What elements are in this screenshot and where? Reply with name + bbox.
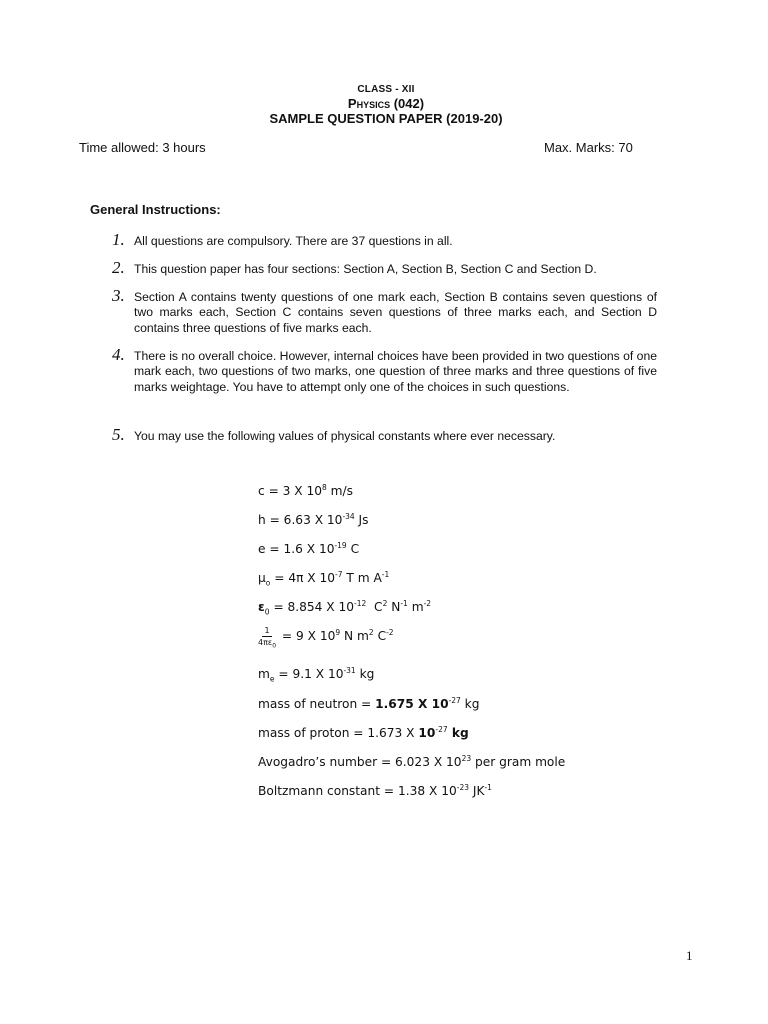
constant-permittivity: $\varepsilon_0 = 8.854$ X $10^{-12}$ $C^2$ $N^{-1}$ $m^{-2}$ (258, 598, 432, 617)
subject-title (0, 96, 768, 111)
constant-neutron-mass: mass of neutron = 1.675 X $10^{-27}$ kg (258, 695, 480, 711)
class-label: CLASS - XII (357, 84, 415, 95)
instruction-number: 1. (112, 230, 125, 249)
instruction-text: You may use the following values of physical constants where ever necessary. (134, 429, 556, 443)
coulomb-fraction: $\frac{1}{4\pi\varepsilon_0}$ (258, 626, 277, 650)
page-number: 1 (686, 948, 693, 963)
constant-boltzmann: Boltzmann constant = 1.38 X $10^{-23}$ $JK^{-1}$ (258, 782, 492, 798)
constant-proton-mass: mass of proton = 1.673 X $10^{-27}$ kg (258, 724, 469, 740)
constant-avogadro: Avogadro’s number = 6.023 X $10^{23}$ per gram mole (258, 753, 566, 769)
paper-title: SAMPLE QUESTION PAPER (2019-20) (269, 111, 503, 126)
instruction-text: Section A contains twenty questions of one mark each, Section B contains seven questions of two marks each, Section C contains seven questions of three marks each, and Section D contains three questions of five marks each. (134, 290, 657, 335)
time-allowed: Time allowed: 3 hours (79, 140, 206, 155)
instruction-text: All questions are compulsory. There are 37 questions in all. (134, 234, 453, 248)
instruction-text: There is no overall choice. However, internal choices have been provided in two questions of one mark each, two questions of two marks, one question of three marks and three questions of five marks weightage. You have to attempt only one of the choices in such questions. (134, 349, 658, 394)
constant-electron-charge: e = 1.6 X $10^{-19}$ C (258, 540, 360, 556)
max-marks: Max. Marks: 70 (544, 140, 633, 155)
instruction-number: 5. (112, 425, 125, 444)
instruction-number: 2. (112, 258, 125, 277)
instruction-number: 4. (112, 345, 125, 364)
constant-coulomb: $\frac{1}{4\pi\varepsilon_0}$ = 9 X $10^9$ N $m^2$ $C^{-2}$ (258, 626, 394, 650)
subject-name: Physics (347, 96, 391, 111)
instruction-number: 3. (112, 286, 125, 305)
constant-speed-of-light: c = 3 X $10^8$ m/s (258, 482, 354, 498)
constant-planck: h = 6.63 X $10^{-34}$ Js (258, 511, 369, 527)
constant-electron-mass: $m_e = 9.1$ X $10^{-31}$ kg (258, 665, 375, 684)
instruction-text: This question paper has four sections: Section A, Section B, Section C and Section D. (134, 262, 597, 276)
constant-permeability: $\mu_o = 4\pi$ X $10^{-7}$ T m $A^{-1}$ (258, 569, 390, 588)
instructions-heading: General Instructions: (90, 202, 221, 217)
subject-code: (042) (393, 96, 425, 111)
